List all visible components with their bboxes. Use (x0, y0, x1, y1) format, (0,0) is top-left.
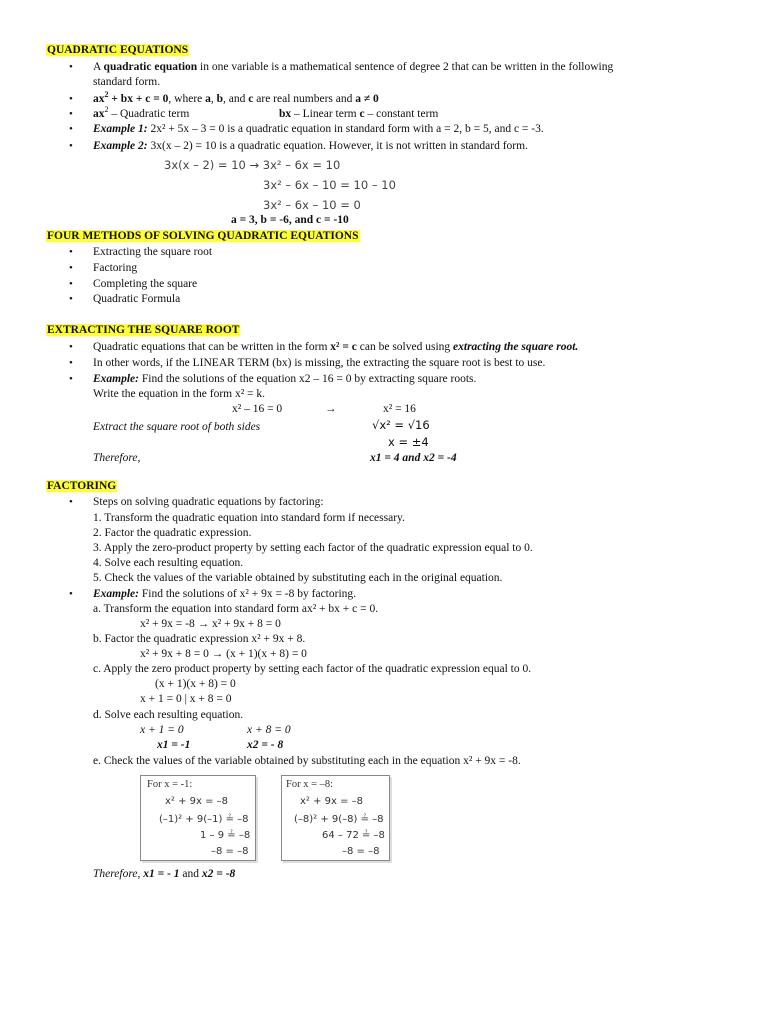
equation: x = ±4 (388, 435, 429, 449)
step: 1. Transform the quadratic equation into standard form if necessary. (93, 512, 405, 524)
list-item: • Example 2: 3x(x – 2) = 10 is a quadratic equation. However, it is not written in standard form. (93, 139, 528, 153)
heading-factoring: FACTORING (47, 480, 117, 492)
check-line: 64 – 72 ≟ –8 (322, 830, 385, 841)
heading-quadratic-equations: QUADRATIC EQUATIONS (47, 44, 189, 56)
instruction: Write the equation in the form x² = k. (93, 388, 266, 400)
check-line: –8 = –8 (342, 846, 380, 857)
check-box-x-minus-8 (281, 775, 390, 861)
check-line: (–8)² + 9(–8) ≟ –8 (294, 814, 384, 825)
check-line: x² + 9x = –8 (165, 796, 229, 807)
equation: x² – 16 = 0 (232, 403, 283, 415)
check-line: (–1)² + 9(–1) ≟ –8 (159, 814, 249, 825)
step-e: e. Check the values of the variable obtained by substituting each in the equation x² + 9x = -8. (93, 755, 521, 767)
list-item: • Factoring (93, 261, 137, 275)
equation: x + 1 = 0 | x + 8 = 0 (140, 693, 232, 705)
list-item: • Quadratic equations that can be written in the form x² = c can be solved using extracting the square root. (93, 340, 578, 354)
equation: 3x² – 6x – 10 = 0 (263, 198, 361, 212)
list-item-continuation: standard form. (93, 76, 161, 88)
check-line: 1 – 9 ≟ –8 (200, 830, 251, 841)
list-item: • Example: Find the solutions of x² + 9x = -8 by factoring. (93, 587, 356, 601)
equation: x² = 16 (383, 403, 416, 415)
equation: x² + 9x = -8 → x² + 9x + 8 = 0 (140, 618, 281, 630)
step: 4. Solve each resulting equation. (93, 557, 244, 569)
step: 2. Factor the quadratic expression. (93, 527, 252, 539)
list-item: • Completing the square (93, 277, 197, 291)
step-b: b. Factor the quadratic expression x² + 9x + 8. (93, 633, 306, 645)
list-item: • Quadratic Formula (93, 292, 180, 306)
equation: (x + 1)(x + 8) = 0 (155, 678, 236, 690)
check-box-x-minus-1 (140, 775, 256, 861)
equation: x + 1 = 0 (140, 724, 184, 736)
list-item: • Steps on solving quadratic equations by factoring: (93, 495, 324, 509)
arrow: → (325, 403, 337, 415)
list-item: • $ax^2$ – Quadratic term (93, 107, 189, 121)
list-item: • Extracting the square root (93, 245, 212, 259)
step-c: c. Apply the zero product property by setting each factor of the quadratic expression equal to 0. (93, 663, 532, 675)
linear-constant-terms: bx – Linear term c – constant term (279, 108, 439, 120)
equation: x² + 9x + 8 = 0 → (x + 1)(x + 8) = 0 (140, 648, 307, 660)
solution: x2 = - 8 (247, 739, 284, 751)
check-line: x² + 9x = –8 (300, 796, 364, 807)
result: a = 3, b = -6, and c = -10 (231, 214, 349, 226)
step: 5. Check the values of the variable obtained by substituting each in the original equation. (93, 572, 503, 584)
list-item: • Example 1: 2x² + 5x – 3 = 0 is a quadratic equation in standard form with a = 2, b = 5, and c = -3. (93, 122, 544, 136)
equation: √x² = √16 (372, 418, 430, 432)
step-a: a. Transform the equation into standard form ax² + bx + c = 0. (93, 603, 379, 615)
list-item: • A quadratic equation in one variable is a mathematical sentence of degree 2 that can be written in the following (93, 60, 613, 74)
equation: x + 8 = 0 (247, 724, 291, 736)
final-answer: Therefore, x1 = - 1 and x2 = -8 (93, 868, 236, 880)
check-line: –8 = –8 (211, 846, 249, 857)
heading-four-methods: FOUR METHODS OF SOLVING QUADRATIC EQUATIONS (47, 230, 359, 242)
check-title: For x = -1: (147, 779, 193, 790)
equation: 3x(x – 2) = 10 → 3x² – 6x = 10 (164, 158, 341, 172)
step: 3. Apply the zero-product property by setting each factor of the quadratic expression equal to 0. (93, 542, 533, 554)
list-item: • $ax^2$ + bx + c = 0, where a, b, and c are real numbers and a ≠ 0 (93, 92, 379, 106)
step-d: d. Solve each resulting equation. (93, 709, 244, 721)
check-title: For x = –8: (286, 779, 334, 790)
solution: x1 = 4 and x2 = -4 (370, 452, 457, 464)
list-item: • In other words, if the LINEAR TERM (bx) is missing, the extracting the square root is best to use. (93, 356, 545, 370)
list-item: • Example: Find the solutions of the equation x2 – 16 = 0 by extracting square roots. (93, 372, 476, 386)
heading-extracting-square-root: EXTRACTING THE SQUARE ROOT (47, 324, 240, 336)
note: Extract the square root of both sides (93, 421, 261, 433)
therefore: Therefore, (93, 452, 141, 464)
solution: x1 = -1 (157, 739, 191, 751)
equation: 3x² – 6x – 10 = 10 – 10 (263, 178, 396, 192)
